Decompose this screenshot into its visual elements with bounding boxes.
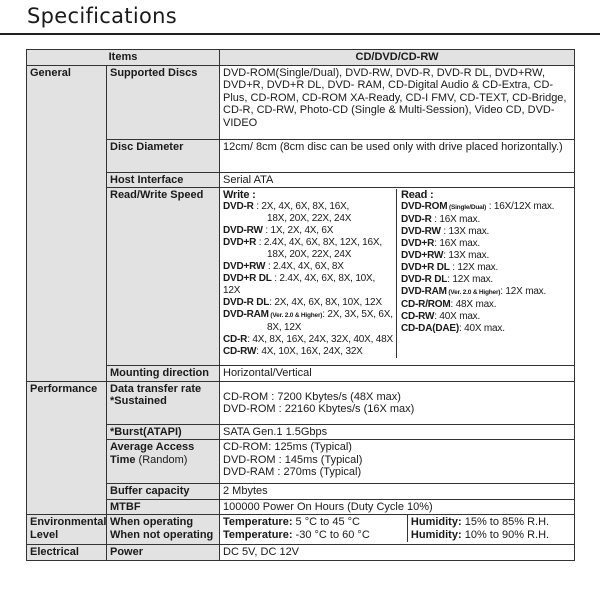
- burst-value: SATA Gen.1 1.5Gbps: [220, 424, 575, 440]
- disc-type: DVD+R: [401, 238, 435, 249]
- env-label-line2: Level: [30, 528, 59, 541]
- disc-type: CD-R/ROM: [401, 299, 451, 310]
- mtbf-value: 100000 Power On Hours (Duty Cycle 10%): [220, 499, 575, 515]
- disc-type: CD-RW: [401, 311, 435, 322]
- disc-version-note: (Ver. 2.0 & Higher): [446, 289, 501, 296]
- category-general: General: [27, 65, 107, 381]
- disc-type: DVD+R DL: [401, 262, 450, 273]
- speed-value: : 2.4X, 4X, 6X, 8X, 10X, 12X: [223, 273, 376, 296]
- operating-labels: [107, 515, 220, 545]
- speed-line: [223, 201, 393, 213]
- disc-type: CD-R: [223, 334, 248, 345]
- speed-value: 18X, 20X, 22X, 24X: [267, 249, 352, 260]
- host-interface-label: Host Interface: [107, 172, 220, 188]
- write-speeds: [223, 189, 397, 358]
- speed-value: : 1X, 2X, 4X, 6X: [262, 225, 334, 236]
- speed-line: [223, 334, 393, 346]
- host-interface-value: Serial ATA: [220, 172, 575, 188]
- speed-value: : 48X max.: [450, 299, 497, 310]
- table-row: [27, 366, 575, 382]
- env-split: [220, 515, 574, 542]
- supported-discs-value: DVD-ROM(Single/Dual), DVD-RW, DVD-R, DVD-R DL, DVD+RW, DVD+R, DVD+R DL, DVD- RAM, CD-Digital Audio & CD-Extra, CD-Plus, CD-ROM, CD-ROM XA-Ready, CD-I FMV, CD-TEXT, CD-Bridge, CD-R, CD-RW, Photo-CD (Single & Multi-Session), Video CD, DVD-VIDEO: [220, 65, 575, 139]
- disc-diameter-value: 12cm/ 8cm (8cm disc can be used only with drive placed horizontally.): [220, 139, 575, 172]
- mtbf-label: MTBF: [107, 499, 220, 515]
- not-operating-label: When not operating: [110, 528, 214, 541]
- items-header: Items: [27, 50, 220, 66]
- speed-value: : 16X max.: [434, 238, 480, 249]
- speed-value: : 2X, 4X, 6X, 8X, 10X, 12X: [269, 297, 382, 308]
- table-row: [27, 484, 575, 500]
- speed-value: : 40X max.: [434, 311, 481, 322]
- rw-speed-value: [220, 188, 575, 366]
- speed-value: : 13X max.: [440, 226, 490, 237]
- speed-line: [223, 249, 393, 261]
- category-electrical: Electrical: [27, 545, 107, 561]
- access-cd: CD-ROM: 125ms (Typical): [223, 441, 352, 453]
- disc-type: DVD-R: [401, 214, 432, 225]
- supported-discs-label: Supported Discs: [107, 65, 220, 139]
- disc-type: CD-DA(DAE): [401, 323, 459, 334]
- model-header: CD/DVD/CD-RW: [220, 50, 575, 66]
- humidity-values: [407, 515, 574, 542]
- speed-line: [401, 274, 571, 286]
- speed-value: : 2X, 3X, 5X, 6X,: [322, 309, 393, 320]
- speed-value: 8X, 12X: [267, 322, 302, 333]
- mounting-value: Horizontal/Vertical: [220, 366, 575, 382]
- disc-type: DVD-R: [223, 201, 254, 212]
- read-speeds: [397, 189, 571, 358]
- temp-label-2: Temperature:: [223, 528, 293, 541]
- speed-value: : 2.4X, 4X, 6X, 8X, 12X, 16X,: [256, 237, 382, 248]
- speed-line: [223, 213, 393, 225]
- speed-value: : 12X max.: [500, 286, 547, 297]
- write-list: [223, 201, 393, 358]
- speed-value: : 40X max.: [459, 323, 505, 334]
- table-row: [27, 65, 575, 139]
- power-label: Power: [107, 545, 220, 561]
- table-row: [27, 381, 575, 424]
- table-row: [27, 515, 575, 545]
- speed-line: [401, 311, 571, 323]
- speed-line: [223, 225, 393, 237]
- access-time-value: [220, 440, 575, 484]
- table-row: [27, 188, 575, 366]
- operating-label: When operating: [110, 516, 194, 528]
- not-operating-humidity: 10% to 90% R.H.: [464, 528, 550, 541]
- speed-line: [223, 322, 393, 334]
- speed-value: : 16X max.: [431, 214, 481, 225]
- mounting-label: Mounting direction: [107, 366, 220, 382]
- category-performance: Performance: [27, 381, 107, 515]
- sustained-label: [107, 381, 220, 424]
- speed-value: : 16X/12X max.: [486, 201, 555, 212]
- speed-line: [223, 273, 393, 297]
- read-title: Read :: [401, 189, 434, 201]
- disc-version-note: (Ver. 2.0 & Higher): [268, 312, 323, 319]
- access-time-label: [107, 440, 220, 484]
- speed-line: [223, 297, 393, 309]
- table-row: [27, 499, 575, 515]
- sustained-dvd: DVD-ROM : 22160 Kbytes/s (16X max): [223, 403, 415, 415]
- buffer-label: Buffer capacity: [107, 484, 220, 500]
- speed-line: [401, 214, 571, 226]
- speed-line: [223, 261, 393, 273]
- speed-line: [401, 250, 571, 262]
- temperature-values: [220, 515, 407, 542]
- operating-temp: 5 °C to 45 °C: [295, 516, 360, 528]
- speed-value: : 13X max.: [443, 250, 490, 261]
- rw-speed-label: Read/Write Speed: [107, 188, 220, 366]
- table-row: [27, 440, 575, 484]
- speed-value: : 4X, 8X, 16X, 24X, 32X, 40X, 48X: [247, 334, 393, 345]
- access-dvd: DVD-ROM : 145ms (Typical): [223, 453, 363, 466]
- power-value: DC 5V, DC 12V: [220, 545, 575, 561]
- disc-type: DVD-ROM: [401, 201, 448, 212]
- category-environmental: [27, 515, 107, 545]
- speed-value: 18X, 20X, 22X, 24X: [267, 213, 352, 224]
- speed-line: [401, 299, 571, 311]
- disc-type: CD-RW: [223, 346, 257, 357]
- access-label-line1: Average Access: [110, 441, 195, 453]
- speed-line: [401, 323, 571, 335]
- disc-type: DVD-R DL: [223, 297, 270, 308]
- table-row: [27, 545, 575, 561]
- sustained-label-line2: *Sustained: [110, 395, 167, 407]
- sustained-label-line1: Data transfer rate: [110, 382, 202, 395]
- title-rule: [0, 33, 600, 35]
- humidity-label-2: Humidity:: [410, 528, 462, 541]
- disc-type: DVD+RW: [223, 261, 266, 272]
- humidity-label-1: Humidity:: [410, 516, 462, 528]
- buffer-value: 2 Mbytes: [220, 484, 575, 500]
- disc-type: DVD+R DL: [223, 273, 272, 284]
- temp-label-1: Temperature:: [223, 516, 293, 528]
- speed-line: [401, 262, 571, 274]
- table-row: [27, 172, 575, 188]
- speed-value: : 12X max.: [449, 262, 499, 273]
- burst-label: *Burst(ATAPI): [107, 424, 220, 440]
- speed-line: [401, 201, 571, 214]
- disc-type: DVD-RW: [223, 225, 263, 236]
- disc-type: DVD-R DL: [401, 274, 448, 285]
- write-title: Write :: [223, 189, 256, 201]
- sustained-cd: CD-ROM : 7200 Kbytes/s (48X max): [223, 390, 401, 403]
- environment-values: [220, 515, 575, 545]
- disc-type: DVD-RAM: [401, 286, 447, 297]
- page-title: Specifications: [27, 4, 177, 28]
- disc-version-note: (Single/Dual): [447, 204, 487, 211]
- speed-line: [401, 286, 571, 299]
- sustained-value: [220, 381, 575, 424]
- table-row: [27, 139, 575, 172]
- table-header-row: [27, 50, 575, 66]
- access-label-line2: Time (Random): [110, 453, 188, 466]
- speed-value: : 2X, 4X, 6X, 8X, 16X,: [253, 201, 350, 212]
- rw-speed-grid: [223, 189, 571, 358]
- env-label-line1: Environmental: [30, 516, 107, 528]
- speed-line: [223, 346, 393, 358]
- disc-type: DVD-RAM: [223, 309, 269, 320]
- not-operating-temp: -30 °C to 60 °C: [295, 528, 370, 541]
- read-list: [401, 201, 571, 335]
- speed-value: : 4X, 10X, 16X, 24X, 32X: [256, 346, 363, 357]
- table-row: [27, 424, 575, 440]
- disc-diameter-label: Disc Diameter: [107, 139, 220, 172]
- speed-value: : 12X max.: [447, 274, 493, 285]
- disc-type: DVD-RW: [401, 226, 441, 237]
- disc-type: DVD+R: [223, 237, 257, 248]
- speed-line: [223, 237, 393, 249]
- spec-table: [26, 49, 575, 561]
- speed-line: [401, 226, 571, 238]
- access-dvdram: DVD-RAM : 270ms (Typical): [223, 466, 362, 478]
- speed-line: [401, 238, 571, 250]
- disc-type: DVD+RW: [401, 250, 444, 261]
- operating-humidity: 15% to 85% R.H.: [464, 516, 550, 528]
- speed-value: : 2.4X, 4X, 6X, 8X: [265, 261, 344, 272]
- speed-line: [223, 309, 393, 322]
